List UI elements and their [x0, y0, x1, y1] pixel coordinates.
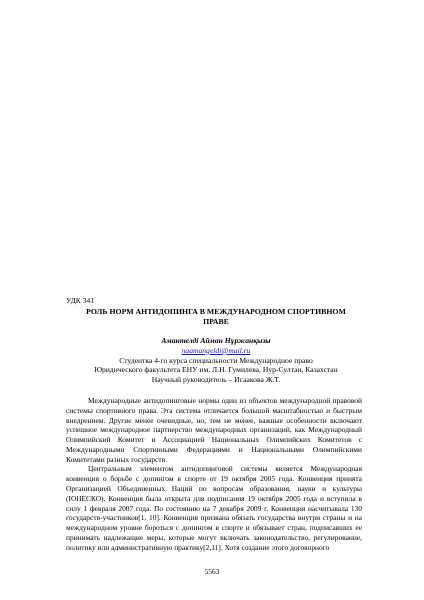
author-affiliation-line-1: Студентка 4-го курса специальности Международное право — [119, 355, 313, 365]
author-affiliation-line-2: Юридического факультета ЕНУ им. Л.Н. Гумилева, Нур-Султан, Казахстан — [94, 365, 338, 375]
article-body — [66, 396, 362, 553]
udk-code: УДК 341 — [66, 296, 95, 305]
article-title — [66, 307, 366, 327]
scientific-supervisor: Научный руководитель – Исаакова Ж.Т. — [151, 375, 281, 385]
article-title-line-2: ПРАВЕ — [203, 317, 229, 326]
body-paragraph-1: Международные антидопинговые нормы один из объектов международной правовой системы спортивного права. Эта система отличается большой масштабностью и быстрым внедрением. Другие менее очевидные, но, тем не менее, важные особенности включают успешное международное партнерство международных организаций, как Международный Олимпийский Комитет и Ассоциацией Национальных Олимпийских Комитетов с Международными Спортивными Федерациями и Национальными Олимпийскими Комитетами разных государств. — [66, 396, 362, 464]
author-name: Амантелді Айман Нұржанқызы — [161, 336, 271, 345]
author-email-link[interactable]: naamangeldi@mail.ru — [181, 345, 251, 355]
page-number: 5563 — [204, 567, 220, 576]
article-title-line-1: РОЛЬ НОРМ АНТИДОПИНГА В МЕЖДУНАРОДНОМ СПОРТИВНОМ — [86, 307, 346, 316]
body-paragraph-2: Центральным элементом антидопинговой системы является Международная конвенция о борьбе с допингом в спорте от 19 октября 2005 года. Конвенция принята Организацией Объединенных Наций по вопросам образования, науки и культуры (ЮНЕСКО), Конвенция была открыта для подписания 19 октября 2005 года и вступила в силу 1 февраля 2007 года. По состоянию на 7 декабря 2009 г. Конвенция насчитывала 130 государств-участников[1, 10]. Конвенция призвана обязать государства внутри страны и на международном уровне бороться с допингом в спорте и обязывает стран, подписавших ее принимать надлежащие меры, которые могут включать законодательство, регулирование, политику или административную практику[2,11]. Хотя создание этого договорного — [66, 464, 362, 552]
author-block — [66, 336, 366, 385]
